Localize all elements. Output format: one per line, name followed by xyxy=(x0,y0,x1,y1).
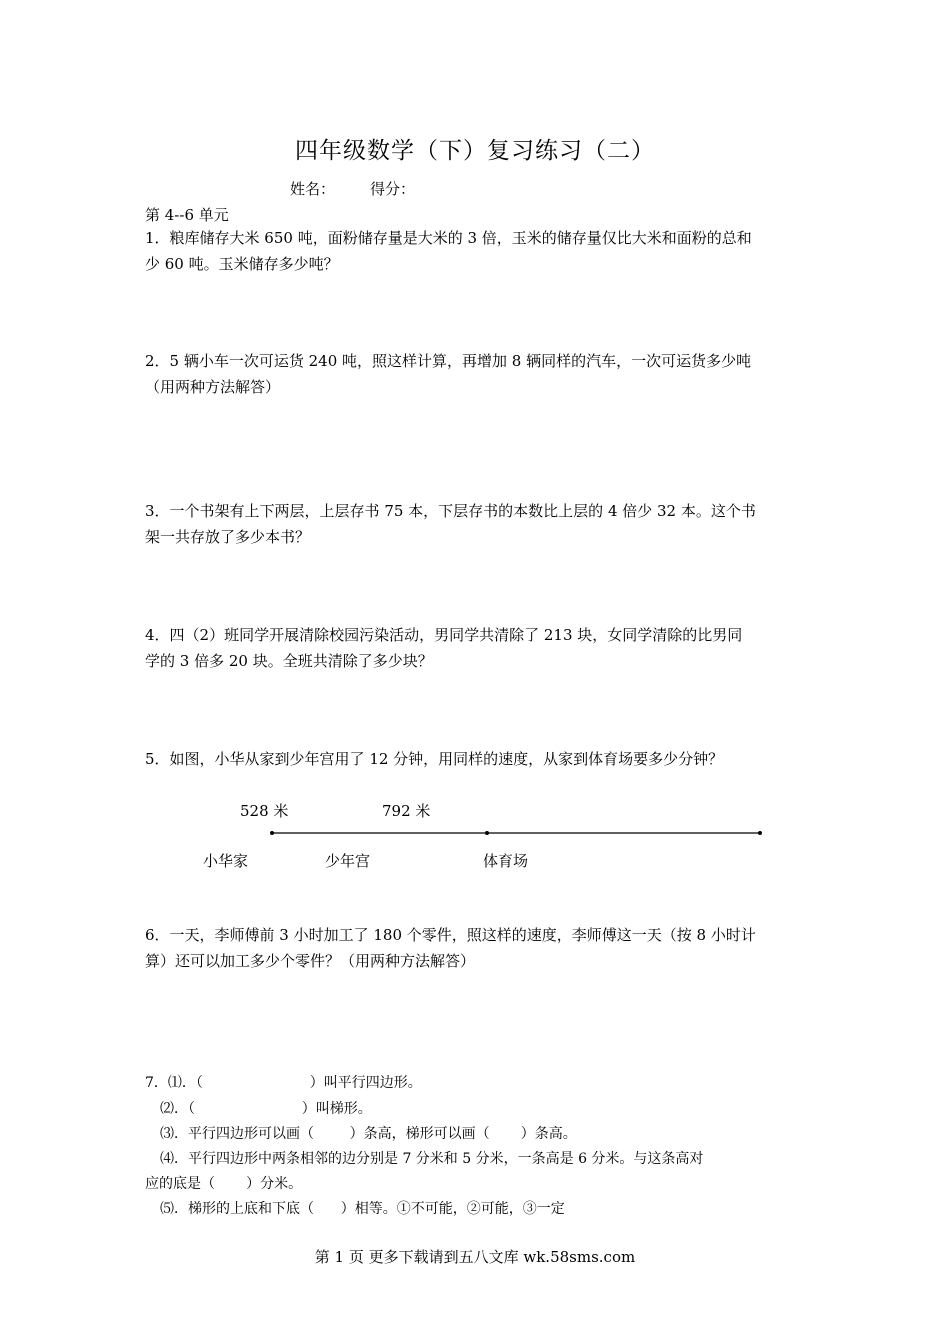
q5-line-1: 5．如图，小华从家到少年宫用了 12 分钟，用同样的速度，从家到体育场要多少分钟？ xyxy=(145,750,724,768)
q7-part-5: ⑸．梯形的上底和下底（ ）相等。①不可能，②可能，③一定 xyxy=(160,1201,565,1217)
label-palace: 少年宫 xyxy=(325,852,371,870)
q7-part-1: 7．⑴．（ ）叫平行四边形。 xyxy=(145,1075,422,1091)
page-title: 四年级数学（下）复习练习（二） xyxy=(295,138,655,164)
q4-line-2: 学的 3 倍多 20 块。全班共清除了多少块？ xyxy=(145,652,433,670)
palace-point xyxy=(485,831,489,835)
q7-part-3: ⑶．平行四边形可以画（ ）条高，梯形可以画（ ）条高。 xyxy=(160,1126,577,1142)
q6-line-2: 算）还可以加工多少个零件？（用两种方法解答） xyxy=(145,952,476,970)
page-footer: 第 1 页 更多下载请到五八文库 wk.58sms.com xyxy=(314,1248,636,1266)
score-label: 得分： xyxy=(370,180,416,198)
q7-part-2: ⑵．（ ）叫梯形。 xyxy=(160,1101,372,1117)
q3-line-1: 3．一个书架有上下两层，上层存书 75 本，下层存书的本数比上层的 4 倍少 32 本。这个书 xyxy=(145,502,756,520)
q1-line-1: 1．粮库储存大米 650 吨，面粉储存量是大米的 3 倍，玉米的储存量仅比大米和面粉的总和 xyxy=(145,229,752,247)
q2-line-1: 2．5 辆小车一次可运货 240 吨，照这样计算，再增加 8 辆同样的汽车，一次可运货多少吨 xyxy=(145,352,752,370)
q7-part-4-line-1: ⑷．平行四边形中两条相邻的边分别是 7 分米和 5 分米，一条高是 6 分米。与这条高对 xyxy=(160,1151,704,1167)
q7-part-4-line-2: 应的底是（ ）分米。 xyxy=(145,1176,303,1192)
q6-line-1: 6．一天，李师傅前 3 小时加工了 180 个零件，照这样的速度，李师傅这一天（按 8 小时计 xyxy=(145,926,756,944)
q1-line-2: 少 60 吨。玉米储存多少吨？ xyxy=(145,255,339,273)
distance-home-palace: 528 米 xyxy=(240,802,289,820)
label-stadium: 体育场 xyxy=(483,852,529,870)
distance-palace-stadium: 792 米 xyxy=(382,802,431,820)
name-label: 姓名： xyxy=(290,180,336,198)
label-home: 小华家 xyxy=(203,852,249,870)
home-point xyxy=(270,831,274,835)
q2-line-2: （用两种方法解答） xyxy=(145,378,281,396)
stadium-point xyxy=(758,831,762,835)
unit-label: 第 4--6 单元 xyxy=(145,206,229,224)
q3-line-2: 架一共存放了多少本书？ xyxy=(145,528,311,546)
q4-line-1: 4．四（2）班同学开展清除校园污染活动，男同学共清除了 213 块，女同学清除的比男同 xyxy=(145,626,743,644)
